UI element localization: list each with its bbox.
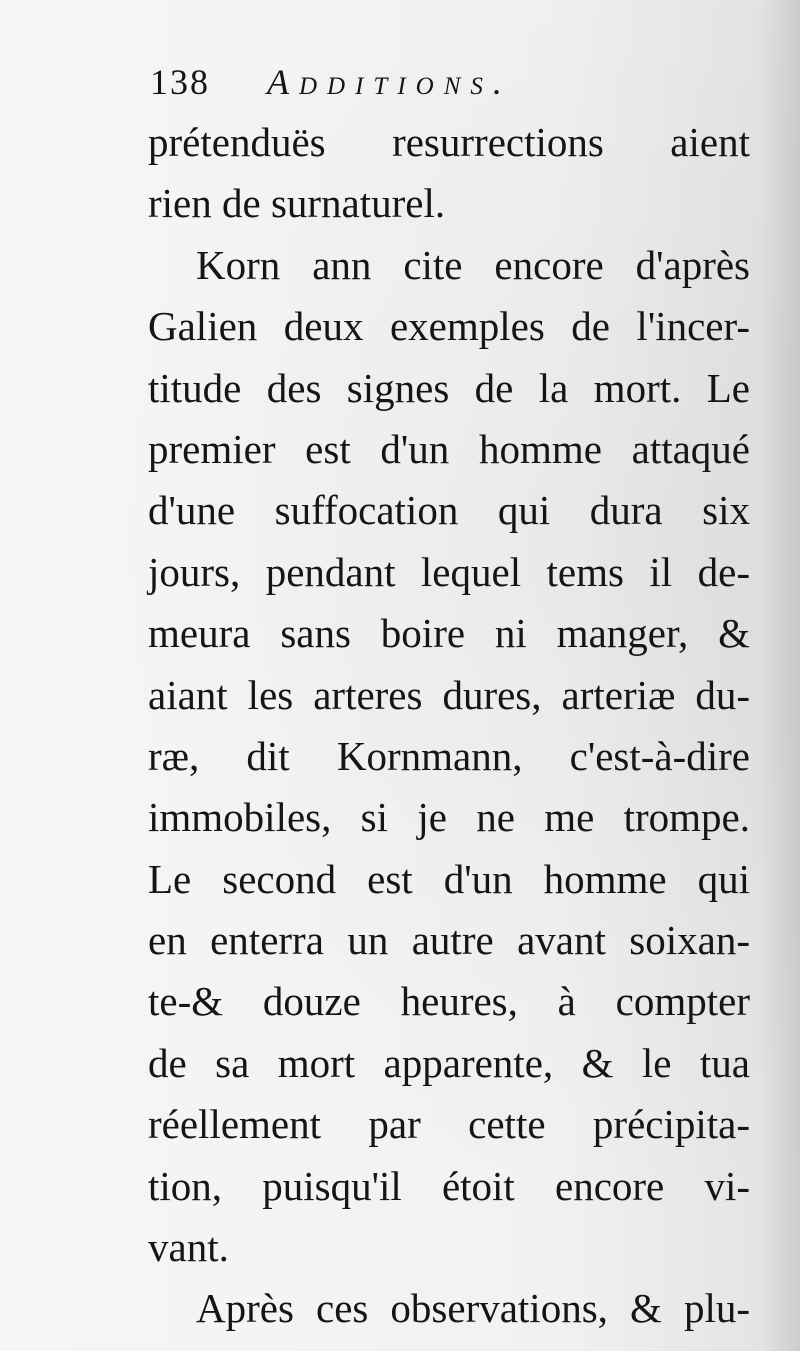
text-line: titude des signes de la mort. Le xyxy=(148,364,750,411)
text-line: réellement par cette précipita- xyxy=(148,1101,750,1148)
text-line: te-& douze heures, à compter xyxy=(148,978,750,1025)
text-line: prétenduës resurrections aient xyxy=(148,119,750,165)
running-header xyxy=(150,58,750,106)
page-number: 138 xyxy=(150,62,210,102)
text-line: Galien deux exemples de l'incer- xyxy=(148,303,750,350)
body-text xyxy=(148,112,750,1340)
page-edge-shadow xyxy=(760,0,800,1351)
text-line: en enterra un autre avant soixan- xyxy=(148,917,750,964)
text-line: tion, puisqu'il étoit encore vi- xyxy=(148,1162,750,1209)
text-line: meura sans boire ni manger, & xyxy=(148,610,750,657)
text-line: Le second est d'un homme qui xyxy=(148,855,750,902)
text-line: d'une suffocation qui dura six xyxy=(148,487,750,534)
text-line: Korn ann cite encore d'après xyxy=(196,241,750,288)
text-line: de sa mort apparente, & le tua xyxy=(148,1039,750,1086)
text-line: premier est d'un homme attaqué xyxy=(148,425,750,472)
running-title: Additions. xyxy=(267,62,512,102)
text-line: rien de surnaturel. xyxy=(148,180,446,227)
text-line: Après ces observations, & plu- xyxy=(196,1285,750,1332)
text-line: jours, pendant lequel tems il de- xyxy=(148,548,750,595)
text-line: aiant les arteres dures, arteriæ du- xyxy=(148,671,750,718)
text-line: immobiles, si je ne me trompe. xyxy=(148,794,750,841)
text-line: ræ, dit Kornmann, c'est-à-dire xyxy=(148,732,750,779)
text-line: vant. xyxy=(148,1224,229,1271)
